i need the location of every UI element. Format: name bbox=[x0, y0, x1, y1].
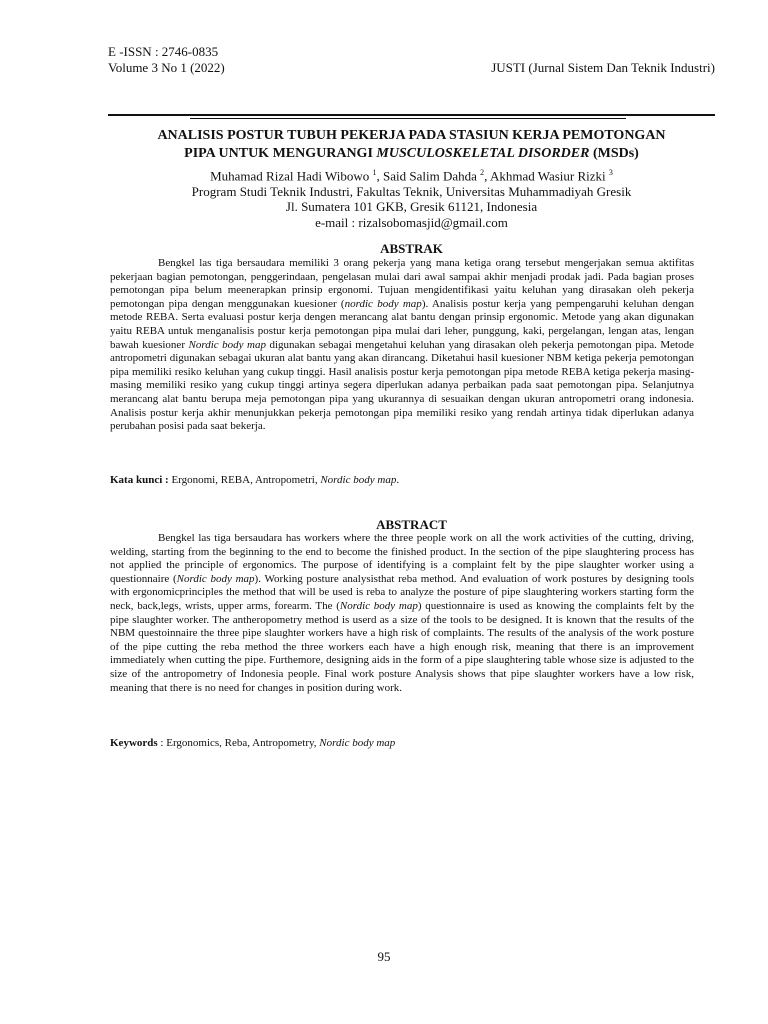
abstract-text-3: ) questionnaire is used as knowing the complaints felt by the pipe slaughter worker. The antheropometry method is userd as a size of the tools to be designed. It is known that the results of the NBM questoinnaire the three pipe slaughter workers have a high risk of complaints. The results of the analysis of the work posture of the pipe cutting the reba method the three workers each have a high enough risk, meaning that there is an improvement immediately when cutting the pipe. Furthemore, designing aids in the form of a pipe slaughtering table whose size is adjusted to the size of the antropometry of Indonesia people. Final work posture Analysis shows that pipe slaughter workers have a low risk, meaning that there is no need for changes in position during work. bbox=[110, 599, 695, 694]
abstrak-italic-2: Nordic body map bbox=[188, 338, 266, 351]
abstrak-text-1: Bengkel las tiga bersaudara memiliki 3 orang pekerja yang mana ketiga orang tersebut mengerjakan semua aktifitas pekerjaan bagian pemotongan, penggerindaan, pengelasan mulai dari awal sampai akhir menjadi prodak jadi. Pada bagian proses pemotongan pipa belum meenerapkan prinsip ergonomi. Tujuan mengidentifikasi yaitu keluhan yang dirasakan oleh pekerja pemotongan pipa dengan menggunakan kuesioner ( bbox=[110, 257, 694, 310]
abstract-body bbox=[110, 532, 694, 695]
title-line-2-end: (MSDs) bbox=[589, 146, 639, 161]
abstrak-italic-1: nordic body map bbox=[344, 297, 422, 310]
journal-header-left bbox=[108, 44, 225, 76]
author-sep: , bbox=[376, 168, 384, 184]
email: e-mail : rizalsobomasjid@gmail.com bbox=[315, 214, 508, 230]
header-rule-thin bbox=[190, 118, 626, 119]
title-line-2 bbox=[108, 145, 715, 163]
volume: Volume 3 No 1 (2022) bbox=[108, 60, 225, 75]
journal-name: JUSTI (Jurnal Sistem Dan Teknik Industri) bbox=[491, 60, 715, 75]
author-list bbox=[108, 165, 715, 184]
paper-title bbox=[108, 127, 715, 163]
author-name: Muhamad Rizal Hadi Wibowo bbox=[210, 168, 370, 184]
page-number: 95 bbox=[377, 949, 391, 964]
issn: E -ISSN : 2746-0835 bbox=[108, 44, 219, 59]
abstrak-text-3: digunakan sebagai mengetahui keluhan yang dirasakan oleh pekerja pemotongan pipa. Metode antropometri digunakan sebagai ukuran alat bantu yang akan dirancang. Diketahui hasil kuesioner NBM ketiga pekerja pemotongan pipa memiliki resiko keluhan yang cukup tinggi. Hasil analisis postur kerja pemotongan pipa metode REBA ketiga pekerja masing- masing memiliki resiko yang cukup tinggi artinya segera diperlukan adanya perbaikan pada saat pemotongan pipa. Selanjutnya merancang alat bantu berupa meja pemotongan pipa yang ukurannya di sesuaikan dengan ukuran antropometri orang indonesia. Analisis postur kerja akhir menunjukkan pekerja pemotongan pipa memiliki resiko yang rendah artinya tidak diperlukan adanya perubahan posisi pada saat bekerja. bbox=[110, 338, 694, 433]
abstrak-text-2: ). Analisis postur kerja yang pempengaruhi keluhan dengan metode REBA. Serta evaluasi postur kerja dengen merancang alat bantu dengan prinsip ergonomic. Metode yang akan digunakan yaitu REBA untuk menganalisis postur kerja pemotongan pipa mulai dari leher, punggung, kaki, pergelangan, lengan atas, lengan bawah kuesioner bbox=[110, 297, 694, 351]
address: Jl. Sumatera 101 GKB, Gresik 61121, Indonesia bbox=[285, 199, 538, 215]
abstract-italic-2: Nordic body map bbox=[339, 599, 418, 612]
keywords bbox=[110, 737, 694, 751]
author-name: Said Salim Dahda bbox=[383, 168, 477, 184]
title-line-1: ANALISIS POSTUR TUBUH PEKERJA PADA STASIUN KERJA PEMOTONGAN bbox=[157, 128, 666, 143]
abstract-heading: ABSTRACT bbox=[376, 517, 447, 532]
abstract-italic-1: Nordic body map bbox=[176, 572, 255, 585]
affiliation: Program Studi Teknik Industri, Fakultas Teknik, Universitas Muhammadiyah Gresik bbox=[191, 183, 632, 199]
author-sup: 1 bbox=[372, 168, 377, 177]
kata-kunci-end: . bbox=[396, 474, 400, 486]
kata-kunci bbox=[110, 474, 694, 488]
keywords-text: : Ergonomics, Reba, Antropometry, bbox=[157, 737, 320, 749]
keywords-label: Keywords bbox=[110, 737, 158, 749]
author-sup: 3 bbox=[608, 168, 613, 177]
abstrak-body bbox=[110, 257, 694, 434]
abstrak-heading: ABSTRAK bbox=[380, 241, 443, 256]
abstract-text-1: Bengkel las tiga bersaudara has workers where the three people work on all the work activities of the cutting, driving, welding, starting from the beginning to the end to become the finished product. In the section of the pipe slaughtering process has not applied the principle of ergonomics. The purpose of identifying is a complaint felt by the pipe slaughter worker using a questionnaire ( bbox=[110, 532, 694, 585]
author-sup: 2 bbox=[480, 168, 485, 177]
title-line-2-italic: MUSCULOSKELETAL DISORDER bbox=[376, 146, 590, 161]
author-name: Akhmad Wasiur Rizki bbox=[489, 168, 606, 184]
author-sep: , bbox=[484, 168, 490, 184]
header-rule-thick bbox=[108, 114, 715, 116]
keywords-italic: Nordic body map bbox=[319, 737, 396, 749]
abstract-text-2: ). Working posture analysisthat reba method. And evaluation of work postures by designing tools with ergonomicprinciples the method that will be used is reba to analyze the posture of pipe slaughtering workers starting form the neck, back,legs, wrists, upper arms, forearm. The ( bbox=[110, 572, 694, 612]
author-block bbox=[108, 165, 715, 230]
kata-kunci-text: Ergonomi, REBA, Antropometri, bbox=[168, 474, 321, 486]
kata-kunci-italic: Nordic body map bbox=[320, 474, 397, 486]
title-line-2-start: PIPA UNTUK MENGURANGI bbox=[184, 146, 377, 161]
kata-kunci-label: Kata kunci : bbox=[110, 474, 169, 486]
